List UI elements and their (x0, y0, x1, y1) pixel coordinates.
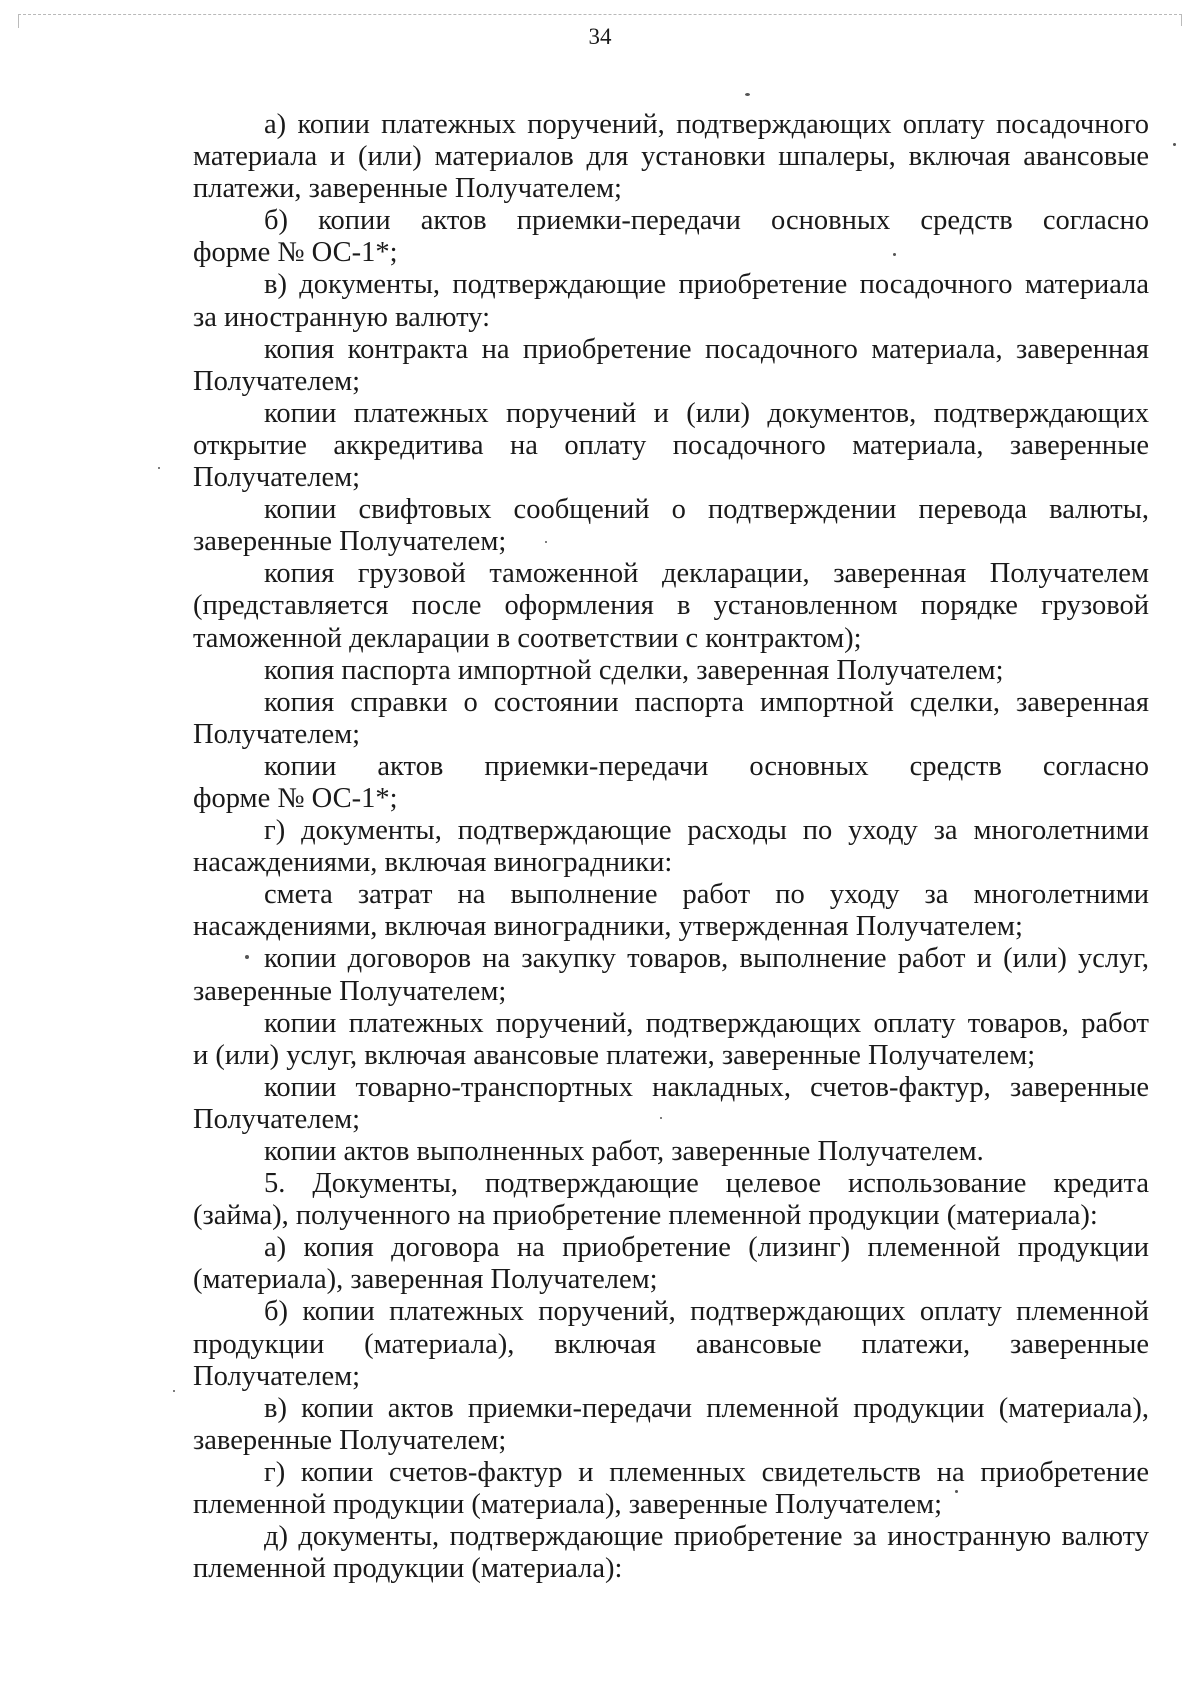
text-line: копии платежных поручений и (или) документов, подтверждающих (264, 397, 1149, 429)
text-line: в) документы, подтверждающие приобретение посадочного материала (264, 269, 1149, 301)
text-line: заверенные Получателем; (193, 526, 507, 558)
text-line: г) документы, подтверждающие расходы по уходу за многолетними (264, 815, 1149, 847)
text-line: открытие аккредитива на оплату посадочного материала, заверенные (193, 429, 1149, 461)
text-line: племенной продукции (материала), заверенные Получателем; (193, 1489, 942, 1521)
text-line: Получателем; (193, 365, 361, 397)
text-line: за иностранную валюту: (193, 301, 491, 333)
document-body (193, 109, 1149, 1585)
text-line: насаждениями, включая виноградники, утвержденная Получателем; (193, 911, 1023, 943)
text-line: (представляется после оформления в установленном порядке грузовой (193, 590, 1149, 622)
text-line: Получателем; (193, 462, 361, 494)
text-line: копии платежных поручений, подтверждающих оплату товаров, работ (264, 1007, 1149, 1039)
text-line: материала и (или) материалов для установки шпалеры, включая авансовые (193, 141, 1149, 173)
page-number: 34 (588, 24, 612, 49)
text-line: копия паспорта импортной сделки, заверенная Получателем; (264, 654, 1004, 686)
scan-speck (660, 1117, 662, 1119)
text-line: д) документы, подтверждающие приобретение за иностранную валюту (264, 1521, 1149, 1553)
text-line: форме № ОС-1*; (193, 237, 398, 269)
text-line: таможенной декларации в соответствии с контрактом); (193, 622, 862, 654)
text-line: (займа), полученного на приобретение племенной продукции (материала): (193, 1200, 1098, 1232)
text-line: Получателем; (193, 718, 361, 750)
scan-speck (955, 1490, 958, 1493)
text-line: форме № ОС-1*; (193, 782, 398, 814)
scan-speck (545, 541, 547, 543)
scan-speck (1173, 143, 1176, 146)
text-line: насаждениями, включая виноградники: (193, 847, 673, 879)
text-line: (материала), заверенная Получателем; (193, 1264, 658, 1296)
scan-speck (245, 955, 249, 959)
text-line: 5. Документы, подтверждающие целевое использование кредита (264, 1168, 1149, 1200)
text-line: заверенные Получателем; (193, 1424, 507, 1456)
text-line: племенной продукции (материала): (193, 1553, 623, 1585)
text-line: Получателем; (193, 1360, 361, 1392)
scan-speck (173, 1390, 175, 1392)
scan-speck (893, 253, 896, 256)
text-line: г) копии счетов-фактур и племенных свидетельств на приобретение (264, 1456, 1149, 1488)
text-line: а) копия договора на приобретение (лизинг) племенной продукции (264, 1232, 1149, 1264)
text-line: а) копии платежных поручений, подтверждающих оплату посадочного (264, 109, 1149, 140)
text-line: продукции (материала), включая авансовые платежи, заверенные (193, 1328, 1149, 1360)
text-line: и (или) услуг, включая авансовые платежи, заверенные Получателем; (193, 1039, 1036, 1071)
text-line: Получателем; (193, 1103, 361, 1135)
text-line: копии актов выполненных работ, заверенные Получателем. (264, 1136, 984, 1167)
text-line: смета затрат на выполнение работ по уходу за многолетними (264, 879, 1149, 911)
text-line: копии актов приемки-передачи основных средств согласно (264, 750, 1149, 782)
scan-speck (745, 93, 750, 96)
text-line: платежи, заверенные Получателем; (193, 173, 622, 205)
text-line: б) копии актов приемки-передачи основных средств согласно (264, 205, 1149, 237)
scan-top-edge (18, 14, 1182, 15)
text-line: в) копии актов приемки-передачи племенной продукции (материала), (264, 1392, 1149, 1424)
scan-speck (158, 467, 160, 469)
text-line: б) копии платежных поручений, подтверждающих оплату племенной (264, 1296, 1149, 1328)
text-line: копия грузовой таможенной декларации, заверенная Получателем (264, 558, 1149, 590)
text-line: заверенные Получателем; (193, 975, 507, 1007)
text-line: копии товарно-транспортных накладных, счетов-фактур, заверенные (264, 1071, 1149, 1103)
text-line: копия справки о состоянии паспорта импортной сделки, заверенная (264, 686, 1149, 718)
text-line: копии свифтовых сообщений о подтверждении перевода валюты, (264, 494, 1149, 526)
text-line: копии договоров на закупку товаров, выполнение работ и (или) услуг, (264, 943, 1149, 975)
text-line: копия контракта на приобретение посадочного материала, заверенная (264, 333, 1149, 365)
